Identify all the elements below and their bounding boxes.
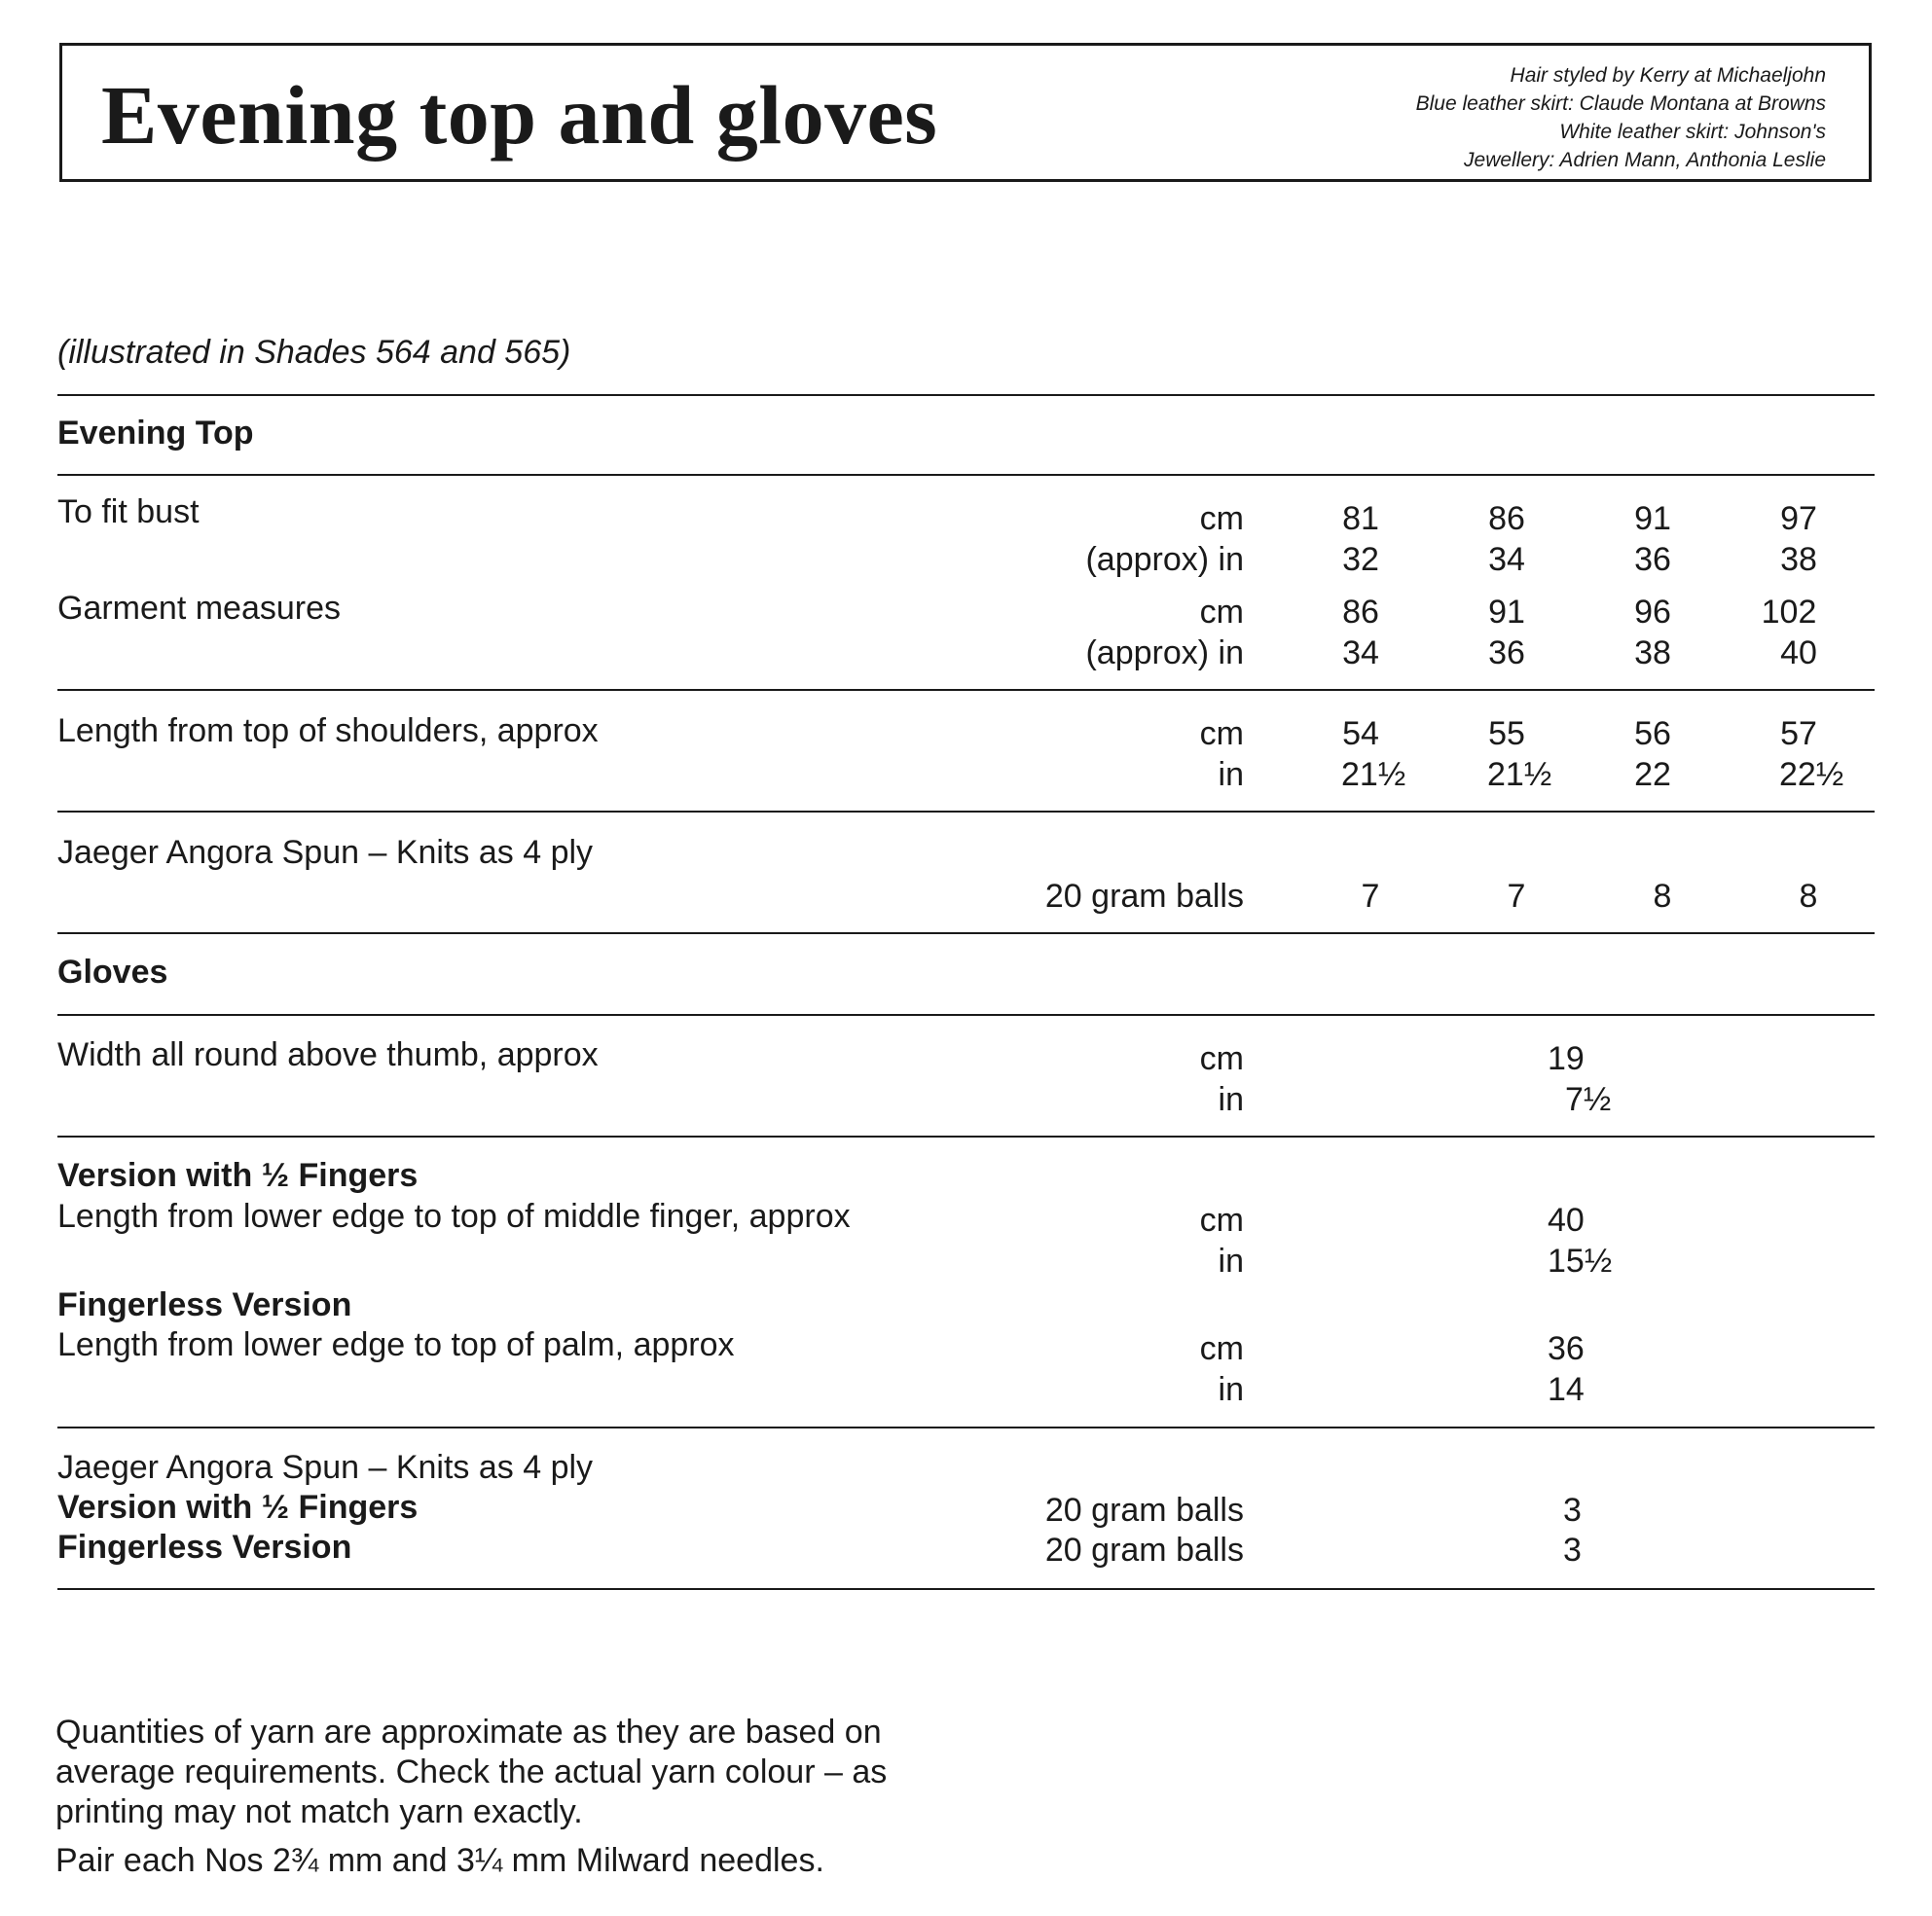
top-yarn-value: 7 [1361, 878, 1380, 915]
width-unit-in: in [1218, 1081, 1244, 1118]
photo-credits [1416, 61, 1826, 174]
fingerless-unit-cm: cm [1199, 1330, 1244, 1367]
garment-cm-value: 102 [1761, 594, 1817, 631]
divider [57, 1014, 1875, 1016]
bust-unit-in: (approx) in [1085, 541, 1244, 578]
bust-label: To fit bust [57, 493, 200, 530]
gloves-yarn-half-unit: 20 gram balls [1044, 1492, 1244, 1529]
needles-note: Pair each Nos 2¾ mm and 3¼ mm Milward needles. [55, 1842, 824, 1879]
half-fingers-cm-value: 40 [1548, 1202, 1585, 1239]
length-cm-value: 55 [1488, 715, 1525, 752]
gloves-yarn-half-value: 3 [1563, 1492, 1582, 1529]
length-unit-in: in [1218, 756, 1244, 793]
length-unit-cm: cm [1199, 715, 1244, 752]
credit-line: Hair styled by Kerry at Michaeljohn [1510, 64, 1826, 87]
evening-top-heading: Evening Top [57, 415, 254, 452]
half-fingers-in-value: 15½ [1548, 1243, 1613, 1280]
bust-cm-value: 97 [1780, 500, 1817, 537]
width-unit-cm: cm [1199, 1040, 1244, 1077]
fingerless-in-value: 14 [1548, 1371, 1585, 1408]
garment-cm-value: 91 [1488, 594, 1525, 631]
divider [57, 932, 1875, 934]
quantities-note: Quantities of yarn are approximate as they are based on average requirements. Check the actual yarn colour – as printing may not match yarn exactly. [55, 1714, 888, 1830]
garment-label: Garment measures [57, 590, 341, 627]
page-title: Evening top and gloves [101, 68, 938, 162]
credit-line: White leather skirt: Johnson's [1559, 121, 1826, 143]
length-in-value: 21½ [1487, 756, 1552, 793]
half-fingers-unit-cm: cm [1199, 1202, 1244, 1239]
divider [57, 394, 1875, 396]
divider [57, 1136, 1875, 1138]
garment-in-value: 36 [1488, 634, 1525, 671]
divider [57, 689, 1875, 691]
width-label: Width all round above thumb, approx [57, 1036, 599, 1073]
divider [57, 474, 1875, 476]
width-in-value: 7½ [1565, 1081, 1612, 1118]
length-cm-value: 56 [1634, 715, 1671, 752]
length-in-value: 22½ [1779, 756, 1844, 793]
bust-in-value: 36 [1634, 541, 1671, 578]
fingerless-unit-in: in [1218, 1371, 1244, 1408]
top-yarn-label: Jaeger Angora Spun – Knits as 4 ply [57, 834, 594, 871]
gloves-yarn-half-label: Version with ½ Fingers [57, 1489, 419, 1526]
garment-cm-value: 96 [1634, 594, 1671, 631]
bust-cm-value: 81 [1342, 500, 1379, 537]
shades-subtitle: (illustrated in Shades 564 and 565) [57, 334, 571, 371]
credit-line: Jewellery: Adrien Mann, Anthonia Leslie [1464, 149, 1826, 171]
garment-in-value: 38 [1634, 634, 1671, 671]
length-label: Length from top of shoulders, approx [57, 712, 599, 749]
length-cm-value: 54 [1342, 715, 1379, 752]
gloves-yarn-label: Jaeger Angora Spun – Knits as 4 ply [57, 1449, 594, 1486]
top-yarn-value: 8 [1799, 878, 1818, 915]
title-box [59, 43, 1872, 182]
notes [55, 1713, 951, 1881]
length-in-value: 21½ [1341, 756, 1406, 793]
fingerless-label: Length from lower edge to top of palm, approx [57, 1326, 735, 1363]
credit-line: Blue leather skirt: Claude Montana at Browns [1415, 92, 1826, 115]
half-fingers-label: Length from lower edge to top of middle finger, approx [57, 1198, 851, 1235]
garment-in-value: 34 [1342, 634, 1379, 671]
fingerless-heading: Fingerless Version [57, 1286, 352, 1323]
gloves-yarn-fingerless-unit: 20 gram balls [1044, 1532, 1244, 1569]
garment-cm-value: 86 [1342, 594, 1379, 631]
divider [57, 811, 1875, 813]
half-fingers-unit-in: in [1218, 1243, 1244, 1280]
top-yarn-unit: 20 gram balls [1044, 878, 1244, 915]
bust-cm-value: 91 [1634, 500, 1671, 537]
half-fingers-heading: Version with ½ Fingers [57, 1157, 419, 1194]
garment-unit-in: (approx) in [1085, 634, 1244, 671]
garment-unit-cm: cm [1199, 594, 1244, 631]
bust-unit-cm: cm [1199, 500, 1244, 537]
bust-cm-value: 86 [1488, 500, 1525, 537]
bust-in-value: 34 [1488, 541, 1525, 578]
width-cm-value: 19 [1548, 1040, 1585, 1077]
gloves-heading: Gloves [57, 954, 168, 991]
top-yarn-value: 7 [1507, 878, 1526, 915]
garment-in-value: 40 [1780, 634, 1817, 671]
divider [57, 1427, 1875, 1428]
length-in-value: 22 [1634, 756, 1671, 793]
bust-in-value: 38 [1780, 541, 1817, 578]
fingerless-cm-value: 36 [1548, 1330, 1585, 1367]
gloves-yarn-fingerless-label: Fingerless Version [57, 1529, 352, 1566]
divider [57, 1588, 1875, 1590]
length-cm-value: 57 [1780, 715, 1817, 752]
gloves-yarn-fingerless-value: 3 [1563, 1532, 1582, 1569]
bust-in-value: 32 [1342, 541, 1379, 578]
top-yarn-value: 8 [1653, 878, 1672, 915]
